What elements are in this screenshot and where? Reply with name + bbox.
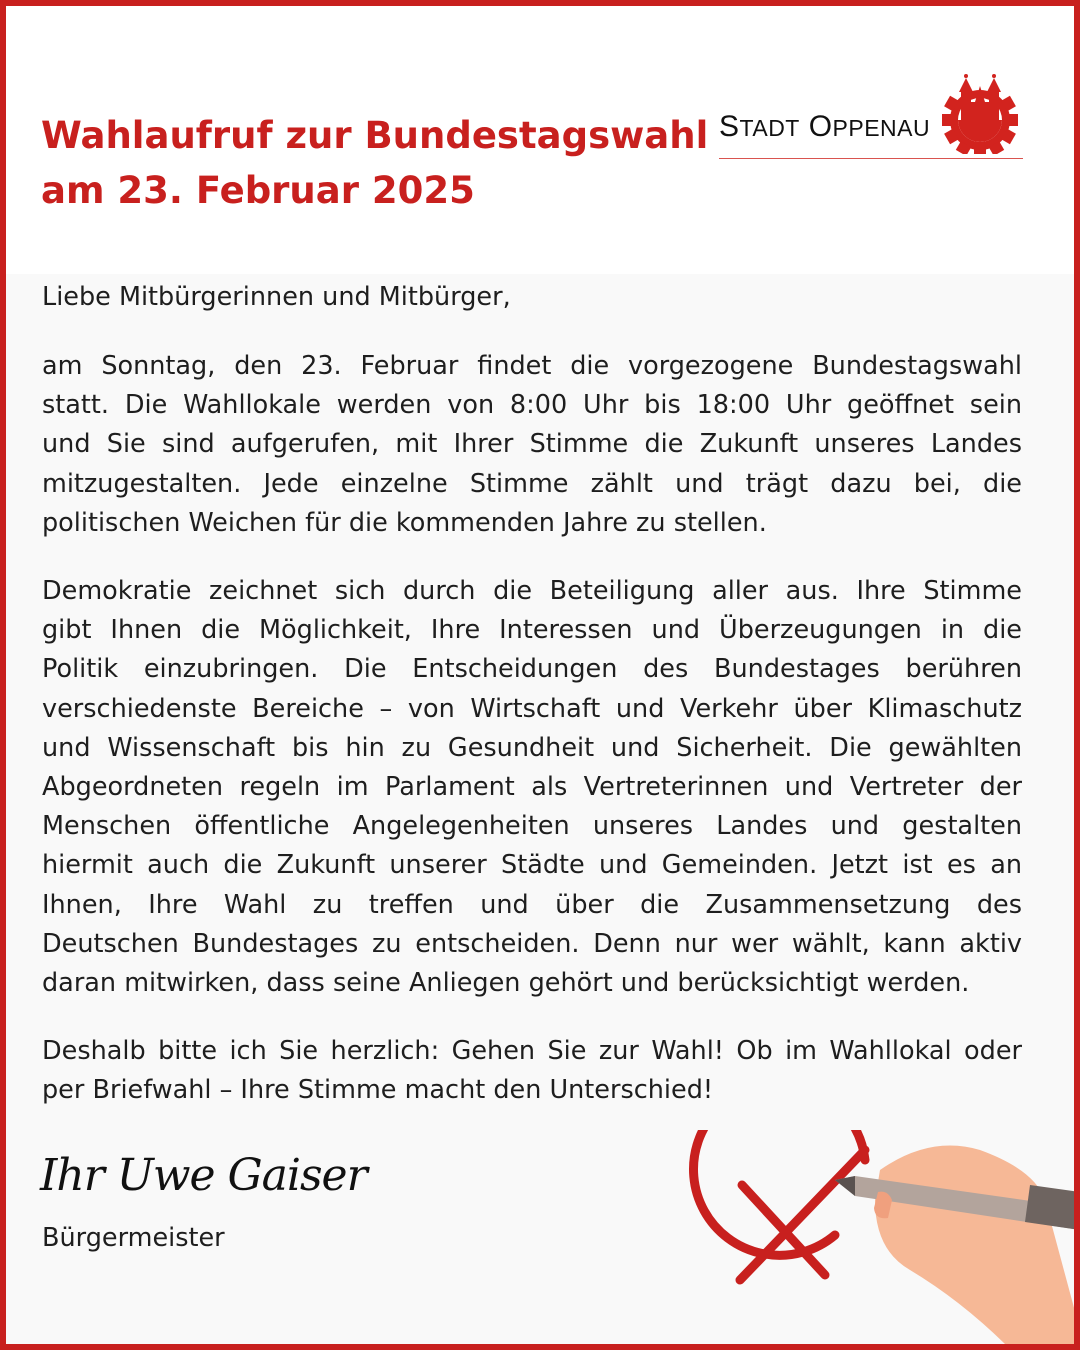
title-line-1: Wahlaufruf zur Bundestagswahl bbox=[41, 114, 709, 157]
text-line: per Briefwahl – Ihre Stimme macht den Unterschied! bbox=[42, 1075, 714, 1106]
text-line: Deutschen Bundestages zu entscheiden. Denn nur wer wählt, kann aktiv bbox=[42, 928, 1022, 959]
logo-text: STADT OPPENAU bbox=[719, 110, 931, 143]
text-line: mitzugestalten. Jede einzelne Stimme zählt und trägt dazu bei, die bbox=[42, 468, 1022, 499]
text-line: statt. Die Wahllokale werden von 8:00 Uhr bis 18:00 Uhr geöffnet sein bbox=[42, 390, 1022, 421]
page-title bbox=[41, 108, 708, 218]
text-line: Menschen öffentliche Angelegenheiten unseres Landes und gestalten bbox=[42, 811, 1022, 842]
signature: Ihr Uwe Gaiser bbox=[40, 1150, 367, 1201]
text-line: Demokratie zeichnet sich durch die Beteiligung aller aus. Ihre Stimme bbox=[42, 576, 1022, 606]
cross-mark-icon bbox=[740, 1150, 865, 1280]
logo-divider bbox=[719, 158, 1023, 159]
text-line: Politik einzubringen. Die Entscheidungen des Bundestages berühren bbox=[42, 654, 1022, 685]
text-line: am Sonntag, den 23. Februar findet die vorgezogene Bundestagswahl bbox=[42, 351, 1022, 381]
text-line: Ihnen, Ihre Wahl zu treffen und über die Zusammensetzung des bbox=[42, 889, 1022, 920]
paragraph-2 bbox=[42, 572, 1022, 1003]
text-line: daran mitwirken, dass seine Anliegen gehört und berücksichtigt werden. bbox=[42, 968, 970, 999]
voting-hand-illustration bbox=[660, 1130, 1080, 1344]
salutation: Liebe Mitbürgerinnen und Mitbürger, bbox=[42, 282, 511, 312]
text-line: verschiedenste Bereiche – von Wirtschaft und Verkehr über Klimaschutz bbox=[42, 693, 1022, 724]
title-line-2: am 23. Februar 2025 bbox=[41, 169, 475, 212]
text-line: und Sie sind aufgerufen, mit Ihrer Stimme die Zukunft unseres Landes bbox=[42, 429, 1022, 460]
city-crest-icon bbox=[937, 72, 1023, 154]
paragraph-1 bbox=[42, 347, 1022, 543]
text-line: Abgeordneten regeln im Parlament als Vertreterinnen und Vertreter der bbox=[42, 772, 1022, 803]
text-line: und Wissenschaft bis hin zu Gesundheit und Sicherheit. Die gewählten bbox=[42, 732, 1022, 763]
signer-role: Bürgermeister bbox=[42, 1223, 225, 1253]
text-line: politischen Weichen für die kommenden Jahre zu stellen. bbox=[42, 507, 767, 538]
text-line: hiermit auch die Zukunft unserer Städte und Gemeinden. Jetzt ist es an bbox=[42, 850, 1022, 881]
hand-icon bbox=[875, 1146, 1080, 1345]
paragraph-3 bbox=[42, 1032, 1022, 1110]
text-line: gibt Ihnen die Möglichkeit, Ihre Interessen und Überzeugungen in die bbox=[42, 615, 1022, 646]
text-line: Deshalb bitte ich Sie herzlich: Gehen Sie zur Wahl! Ob im Wahllokal oder bbox=[42, 1036, 1022, 1066]
stadt-oppenau-logo bbox=[719, 72, 1023, 160]
